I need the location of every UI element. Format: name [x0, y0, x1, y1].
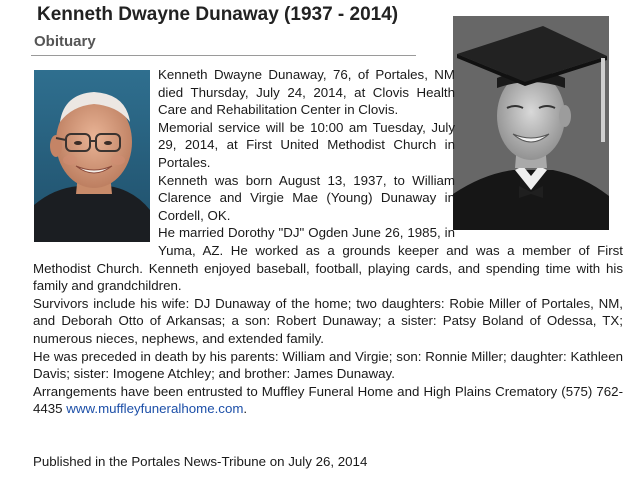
- paragraph-arrangements: [33, 383, 623, 418]
- paragraph-death: Kenneth Dwayne Dunaway, 76, of Portales, NM died Thursday, July 24, 2014, at Clovis Health Care and Rehabilitation Center in Clovis.: [158, 67, 455, 118]
- funeral-home-link[interactable]: www.muffleyfuneralhome.com: [66, 401, 244, 417]
- obituary-body: [33, 66, 623, 418]
- arrangements-end: .: [243, 401, 248, 417]
- paragraph-memorial: Memorial service will be 10:00 am Tuesday, July 29, 2014, at First United Methodist Church in Portales.: [158, 119, 455, 170]
- section-label: Obituary: [34, 33, 96, 50]
- divider: [31, 55, 416, 56]
- page-title: Kenneth Dwayne Dunaway (1937 - 2014): [37, 4, 399, 25]
- paragraph-survivors: Survivors include his wife: DJ Dunaway of the home; two daughters: Robie Miller of Portales, NM, and Deborah Otto of Arkansas; a son: Robert Dunaway; a sister: Patsy Boland of Odessa, TX; numerous nieces, nephews, and extended family.: [33, 295, 623, 346]
- paragraph-life: He married Dorothy "DJ" Ogden June 26, 1985, in Yuma, AZ. He worked as a grounds keeper and was a member of First Methodist Church. Kenneth enjoyed baseball, football, playing cards, and spending time with his family and grandchildren.: [33, 225, 623, 294]
- arrangements-text: Arrangements have been entrusted to Muffley Funeral Home and High Plains Crematory (575) 762-4435: [33, 383, 623, 417]
- paragraph-preceded: He was preceded in death by his parents: William and Virgie; son: Ronnie Miller; daughter: Kathleen Davis; sister: Imogene Atchley; and brother: James Dunaway.: [33, 348, 623, 382]
- published-note: Published in the Portales News-Tribune on July 26, 2014: [33, 454, 368, 469]
- paragraph-birth: Kenneth was born August 13, 1937, to William Clarence and Virgie Mae (Young) Dunaway in Cordell, OK.: [158, 172, 455, 223]
